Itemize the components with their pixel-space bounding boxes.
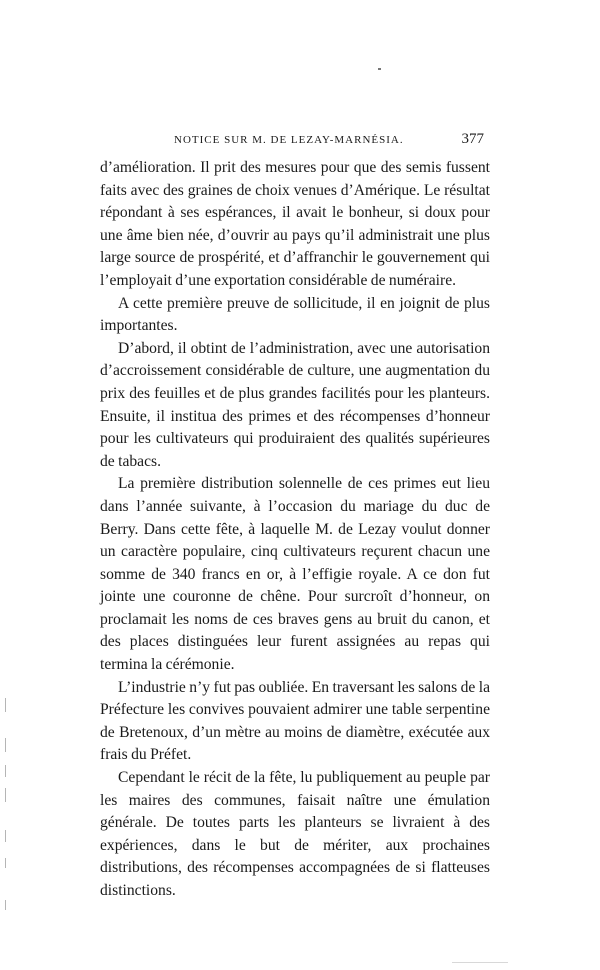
margin-scan-mark xyxy=(5,900,6,910)
page-number: 377 xyxy=(461,131,484,147)
paragraph-6: Cependant le récit de la fête, lu publiquement au peuple par les maires des communes, faisait naître une émulation générale. De toutes parts les planteurs se livraient à des expériences, dans le but de mériter, aux prochaines distributions, des récompenses accompagnées de si flatteuses distinctions. xyxy=(100,769,490,899)
margin-scan-mark xyxy=(5,788,6,802)
corner-speck xyxy=(378,68,381,70)
paragraph-4: La première distribution solennelle de ces primes eut lieu dans l’année suivante, à l’occasion du mariage du duc de Berry. Dans cette fête, à laquelle M. de Lezay voulut donner un caractère populaire, cinq cultivateurs reçurent chacun une somme de 340 francs en or, à l’effigie royale. A ce don fut jointe une couronne de chêne. Pour surcroît d’honneur, on proclamait les noms de ces braves gens au bruit du canon, et des places distinguées leur furent assignées au repas qui termina la cérémonie. xyxy=(100,475,490,674)
running-title: NOTICE SUR M. DE LEZAY-MARNÉSIA. xyxy=(174,134,404,146)
margin-scan-mark xyxy=(5,765,6,777)
paragraph-5: L’industrie n’y fut pas oubliée. En traversant les salons de la Préfecture les convives pouvaient admirer une table serpentine de Bretenoux, d’un mètre au moins de diamètre, exécutée aux frais du Préfet. xyxy=(100,678,490,764)
paragraph-3: D’abord, il obtint de l’administration, avec une autorisation d’accroissement considérable de culture, une augmentation du prix des feuilles et de plus grandes facilités pour les planteurs. Ensuite, il institua des primes et des récompenses d’honneur pour les cultivateurs qui produiraient des qualités supérieures de tabacs. xyxy=(100,339,490,470)
paragraph-1: d’amélioration. Il prit des mesures pour que des semis fussent faits avec des graines de choix venues d’Amérique. Le résultat répondant à ses espérances, il avait le bonheur, si doux pour une âme bien née, d’ouvrir au pays qu’il administrait une plus large source de prospérité, et d’affranchir le gouvernement qui l’employait d’une exportation considérable de numéraire. xyxy=(100,159,490,289)
margin-scan-mark xyxy=(5,830,6,842)
page-header xyxy=(100,131,490,151)
paragraph-2: A cette première preuve de sollicitude, il en joignit de plus importantes. xyxy=(100,294,490,335)
margin-scan-mark xyxy=(5,858,6,868)
margin-scan-mark xyxy=(5,698,6,712)
margin-scan-mark xyxy=(5,738,6,752)
body-text xyxy=(100,157,490,903)
bottom-scan-smudge xyxy=(452,962,508,963)
